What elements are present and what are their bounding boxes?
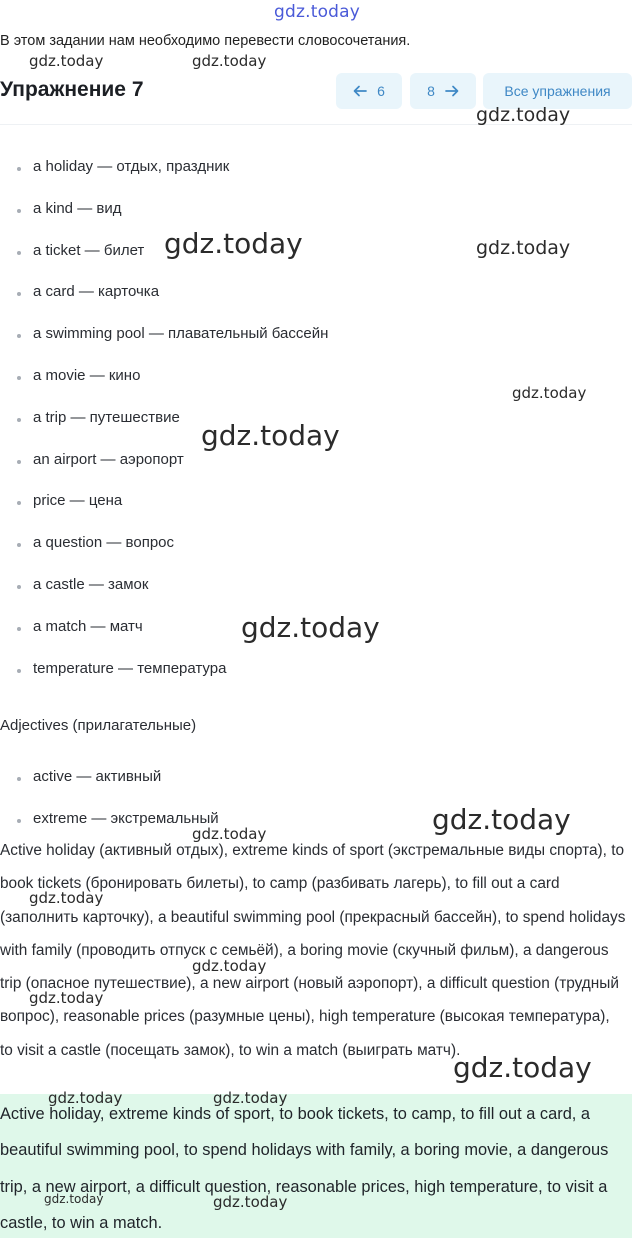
list-item-text: extreme — экстремальный (33, 809, 219, 827)
watermark: gdz.today (453, 1051, 592, 1084)
watermark: gdz.today (29, 889, 104, 907)
watermark: gdz.today (48, 1089, 123, 1107)
bullet-icon (17, 376, 21, 380)
bullet-icon (17, 669, 21, 673)
bullet-icon (17, 543, 21, 547)
bullet-icon (17, 585, 21, 589)
adjectives-heading: Adjectives (прилагательные) (0, 717, 197, 734)
bullet-icon (17, 167, 21, 171)
list-item-text: a match — матч (33, 617, 143, 635)
bullet-icon (17, 418, 21, 422)
bullet-icon (17, 209, 21, 213)
watermark: gdz.today (29, 989, 104, 1007)
next-exercise-button[interactable] (410, 73, 476, 109)
bullet-icon (17, 627, 21, 631)
list-item-text: price — цена (33, 492, 123, 510)
list-item-text: active — активный (33, 768, 162, 785)
watermark: gdz.today (44, 1192, 104, 1206)
watermark: gdz.today (476, 104, 571, 126)
list-item-text: temperature — температура (33, 659, 227, 677)
list-item-text: a castle — замок (33, 575, 149, 593)
watermark: gdz.today (192, 825, 267, 843)
bullet-icon (17, 819, 21, 823)
prev-exercise-button[interactable] (336, 73, 402, 109)
list-item-text: an airport — аэропорт (33, 450, 184, 468)
watermark: gdz.today (192, 52, 267, 70)
arrow-left-icon (353, 85, 367, 97)
list-item-text: a question — вопрос (33, 534, 175, 552)
list-item-text: a holiday — отдых, праздник (33, 158, 230, 175)
bullet-icon (17, 334, 21, 338)
watermark: gdz.today (213, 1193, 288, 1211)
watermark: gdz.today (164, 227, 303, 260)
bullet-icon (17, 460, 21, 464)
translation-paragraph: Active holiday (активный отдых), extreme kinds of sport (экстремальные виды спорта), to book tickets (бронировать билеты), to camp (разбивать лагерь), to fill out a card (заполнить карточку), a beautiful swimming pool (прекрасный бассейн), to spend holidays with family (проводить отпуск с семьёй), a boring movie (скучный фильм), a dangerous trip (опасное путешествие), a new airport (новый аэропорт), a difficult question (трудный вопрос), reasonable prices (разумные цены), high temperature (высокая температура), to visit a castle (посещать замок), to win a match (выиграть матч). (0, 842, 626, 1059)
watermark: gdz.today (29, 52, 104, 70)
list-item-text: a ticket — билет (33, 241, 145, 259)
all-exercises-label: Все упражнения (504, 83, 611, 99)
list-item-text: a card — карточка (33, 283, 160, 301)
watermark: gdz.today (512, 384, 587, 402)
exercise-title: Упражнение 7 (0, 78, 144, 101)
watermark: gdz.today (213, 1089, 288, 1107)
list-item-text: a kind — вид (33, 199, 122, 217)
watermark: gdz.today (241, 611, 380, 644)
bullet-icon (17, 292, 21, 296)
answer-text: Active holiday, extreme kinds of sport, to book tickets, to camp, to fill out a card, a beautiful swimming pool, to spend holidays with family, a boring movie, a dangerous trip, a new airport, a difficult question, reasonable prices, high temperature, to visit a castle, to win a match. (0, 1105, 609, 1233)
list-item-text: a trip — путешествие (33, 408, 180, 426)
watermark: gdz.today (476, 237, 571, 259)
intro-text: В этом задании нам необходимо перевести словосочетания. (0, 33, 411, 49)
bullet-icon (17, 777, 21, 781)
arrow-right-icon (445, 85, 459, 97)
prev-exercise-label: 6 (377, 83, 385, 99)
site-logo[interactable]: gdz.today (274, 2, 361, 22)
list-item-text: a movie — кино (33, 366, 141, 384)
watermark: gdz.today (432, 803, 571, 836)
answer-box (0, 1094, 632, 1238)
watermark: gdz.today (201, 419, 340, 452)
next-exercise-label: 8 (427, 83, 435, 99)
bullet-icon (17, 501, 21, 505)
bullet-icon (17, 251, 21, 255)
list-item-text: a swimming pool — плавательный бассейн (33, 325, 329, 343)
watermark: gdz.today (192, 957, 267, 975)
